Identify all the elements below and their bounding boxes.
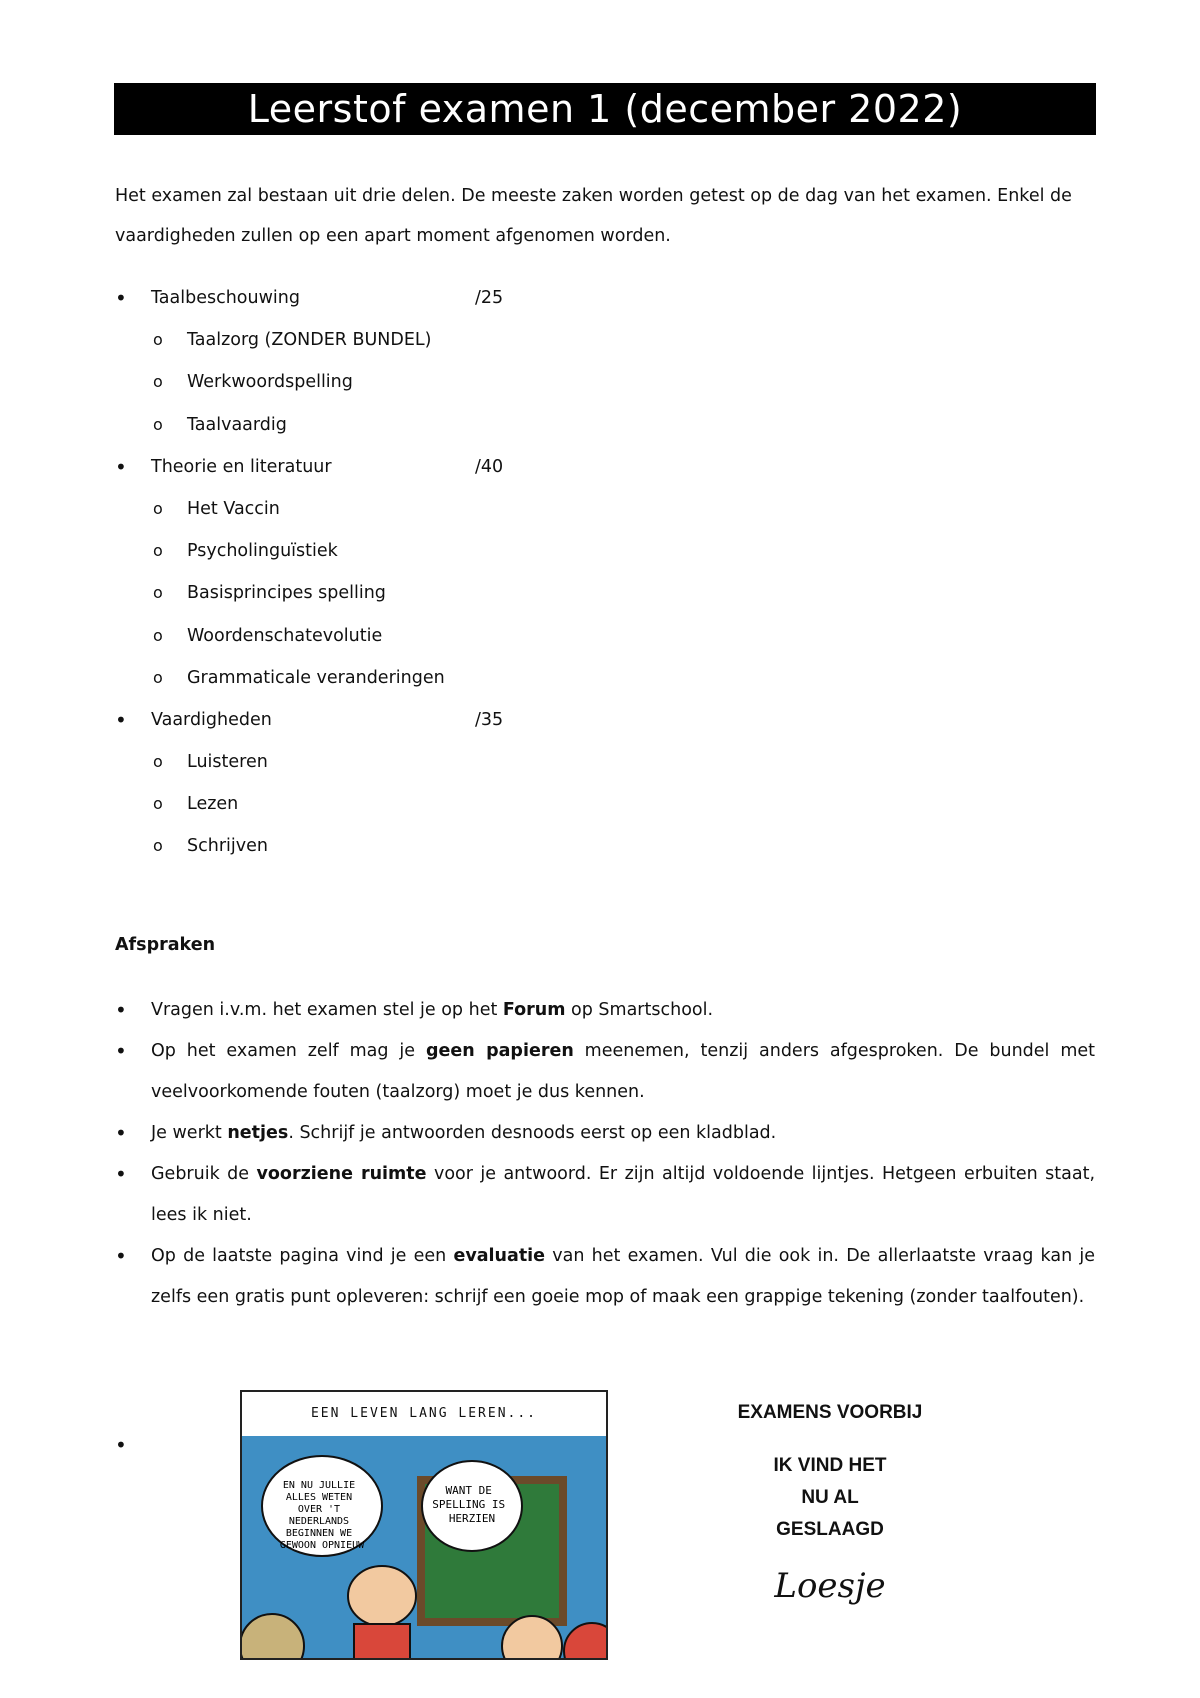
rule-item bbox=[115, 1154, 1095, 1236]
loesje-signature: Loesje bbox=[774, 1566, 886, 1606]
bullet-icon: • bbox=[115, 1039, 127, 1063]
rule-text: op Smartschool. bbox=[565, 1000, 714, 1020]
sub-bullet-icon: o bbox=[153, 625, 163, 645]
rule-text: voor je antwoord. Er zijn altijd voldoende lijntjes. Hetgeen erbuiten staat, lees ik niet. bbox=[151, 1164, 1096, 1225]
topic-label: Grammaticale veranderingen bbox=[187, 667, 445, 688]
section-label: Theorie en literatuur bbox=[151, 456, 332, 477]
page-title: Leerstof examen 1 (december 2022) bbox=[114, 83, 1096, 135]
bubble-left-text: EN NU JULLIE ALLES WETEN OVER 'T NEDERLANDS BEGINNEN WE GEWOON OPNIEUW bbox=[279, 1480, 365, 1551]
rule-text: Vragen i.v.m. het examen stel je op het bbox=[151, 1000, 503, 1020]
afspraken-list bbox=[115, 990, 1095, 1318]
sub-bullet-icon: o bbox=[153, 372, 163, 392]
cartoon-caption: EEN LEVEN LANG LEREN... bbox=[242, 1392, 606, 1438]
section-label: Vaardigheden bbox=[151, 709, 272, 730]
rule-text: Gebruik de bbox=[151, 1164, 257, 1184]
afspraken-heading: Afspraken bbox=[115, 935, 216, 955]
topic-label: Lezen bbox=[187, 794, 239, 815]
rule-text: Op de laatste pagina vind je een bbox=[151, 1246, 454, 1266]
sub-bullet-icon: o bbox=[153, 330, 163, 350]
loesje-line-4: GESLAAGD bbox=[776, 1519, 884, 1540]
cartoon-drawing bbox=[242, 1436, 608, 1660]
topic-label: Taalzorg (ZONDER BUNDEL) bbox=[187, 330, 432, 351]
topic-row bbox=[115, 361, 1095, 403]
topic-row bbox=[115, 572, 1095, 614]
bullet-icon: • bbox=[115, 1162, 127, 1186]
topic-label: Taalvaardig bbox=[187, 414, 287, 435]
bullet-icon: • bbox=[115, 454, 127, 479]
rule-emphasis: voorziene ruimte bbox=[256, 1164, 427, 1184]
intro-paragraph: Het examen zal bestaan uit drie delen. De meeste zaken worden getest op de dag van het examen. Enkel de vaardigheden zullen op een apart moment afgenomen worden. bbox=[115, 186, 1072, 246]
section-score: /40 bbox=[475, 456, 504, 477]
topic-row bbox=[115, 404, 1095, 446]
topic-row bbox=[115, 825, 1095, 867]
rule-text: Op het examen zelf mag je bbox=[151, 1041, 426, 1061]
sub-bullet-icon: o bbox=[153, 752, 163, 772]
sub-bullet-icon: o bbox=[153, 836, 163, 856]
section-label: Taalbeschouwing bbox=[151, 288, 300, 308]
bullet-icon: • bbox=[115, 1244, 127, 1268]
rule-emphasis: evaluatie bbox=[453, 1246, 546, 1266]
topic-label: Woordenschatevolutie bbox=[187, 625, 383, 646]
section-score: /25 bbox=[475, 288, 504, 308]
exam-parts-list bbox=[115, 277, 1095, 868]
topic-label: Werkwoordspelling bbox=[187, 372, 353, 393]
rule-emphasis: Forum bbox=[502, 1000, 566, 1020]
bullet-icon: • bbox=[115, 1433, 127, 1457]
bullet-icon: • bbox=[115, 1121, 127, 1145]
topic-label: Schrijven bbox=[187, 836, 268, 857]
sub-bullet-icon: o bbox=[153, 498, 163, 518]
topic-label: Psycholinguïstiek bbox=[187, 541, 338, 562]
sub-bullet-icon: o bbox=[153, 794, 163, 814]
topic-row bbox=[115, 615, 1095, 657]
section-row bbox=[115, 277, 1095, 319]
section-row bbox=[115, 446, 1095, 488]
bullet-icon: • bbox=[115, 998, 127, 1022]
loesje-poster bbox=[720, 1390, 940, 1640]
loesje-line-3: NU AL bbox=[801, 1487, 859, 1508]
rule-item bbox=[115, 1113, 1095, 1154]
section-row bbox=[115, 699, 1095, 741]
topic-label: Luisteren bbox=[187, 752, 268, 773]
sub-bullet-icon: o bbox=[153, 414, 163, 434]
section-score: /35 bbox=[475, 709, 504, 730]
topic-label: Basisprincipes spelling bbox=[187, 583, 386, 604]
rule-emphasis: geen papieren bbox=[425, 1041, 574, 1061]
rule-text: . Schrijf je antwoorden desnoods eerst op een kladblad. bbox=[288, 1123, 777, 1143]
rule-emphasis: netjes bbox=[227, 1123, 289, 1143]
loesje-line-2: IK VIND HET bbox=[773, 1455, 887, 1476]
sub-bullet-icon: o bbox=[153, 541, 163, 561]
topic-row bbox=[115, 783, 1095, 825]
rule-item bbox=[115, 1236, 1095, 1318]
rule-item bbox=[115, 1031, 1095, 1113]
topic-label: Het Vaccin bbox=[187, 498, 280, 519]
loesje-line-1: EXAMENS VOORBIJ bbox=[737, 1402, 923, 1423]
sub-bullet-icon: o bbox=[153, 583, 163, 603]
topic-row bbox=[115, 741, 1095, 783]
cartoon-image bbox=[240, 1390, 608, 1660]
bullet-icon: • bbox=[115, 707, 127, 732]
topic-row bbox=[115, 488, 1095, 530]
rule-text: Je werkt bbox=[151, 1123, 228, 1143]
bullet-icon: • bbox=[115, 286, 127, 310]
topic-row bbox=[115, 657, 1095, 699]
topic-row bbox=[115, 319, 1095, 361]
topic-row bbox=[115, 530, 1095, 572]
bubble-right-text: WANT DE SPELLING IS HERZIEN bbox=[432, 1484, 506, 1525]
rule-text: van het examen. Vul die ook in. De allerlaatste vraag kan je zelfs een gratis punt opleveren: schrijf een goeie mop of maak een grappige tekening (zonder taalfouten). bbox=[151, 1246, 1096, 1307]
rule-item bbox=[115, 990, 1095, 1031]
sub-bullet-icon: o bbox=[153, 667, 163, 687]
rule-text: meenemen, tenzij anders afgesproken. De bundel met veelvoorkomende fouten (taalzorg) moet je dus kennen. bbox=[151, 1041, 1095, 1102]
